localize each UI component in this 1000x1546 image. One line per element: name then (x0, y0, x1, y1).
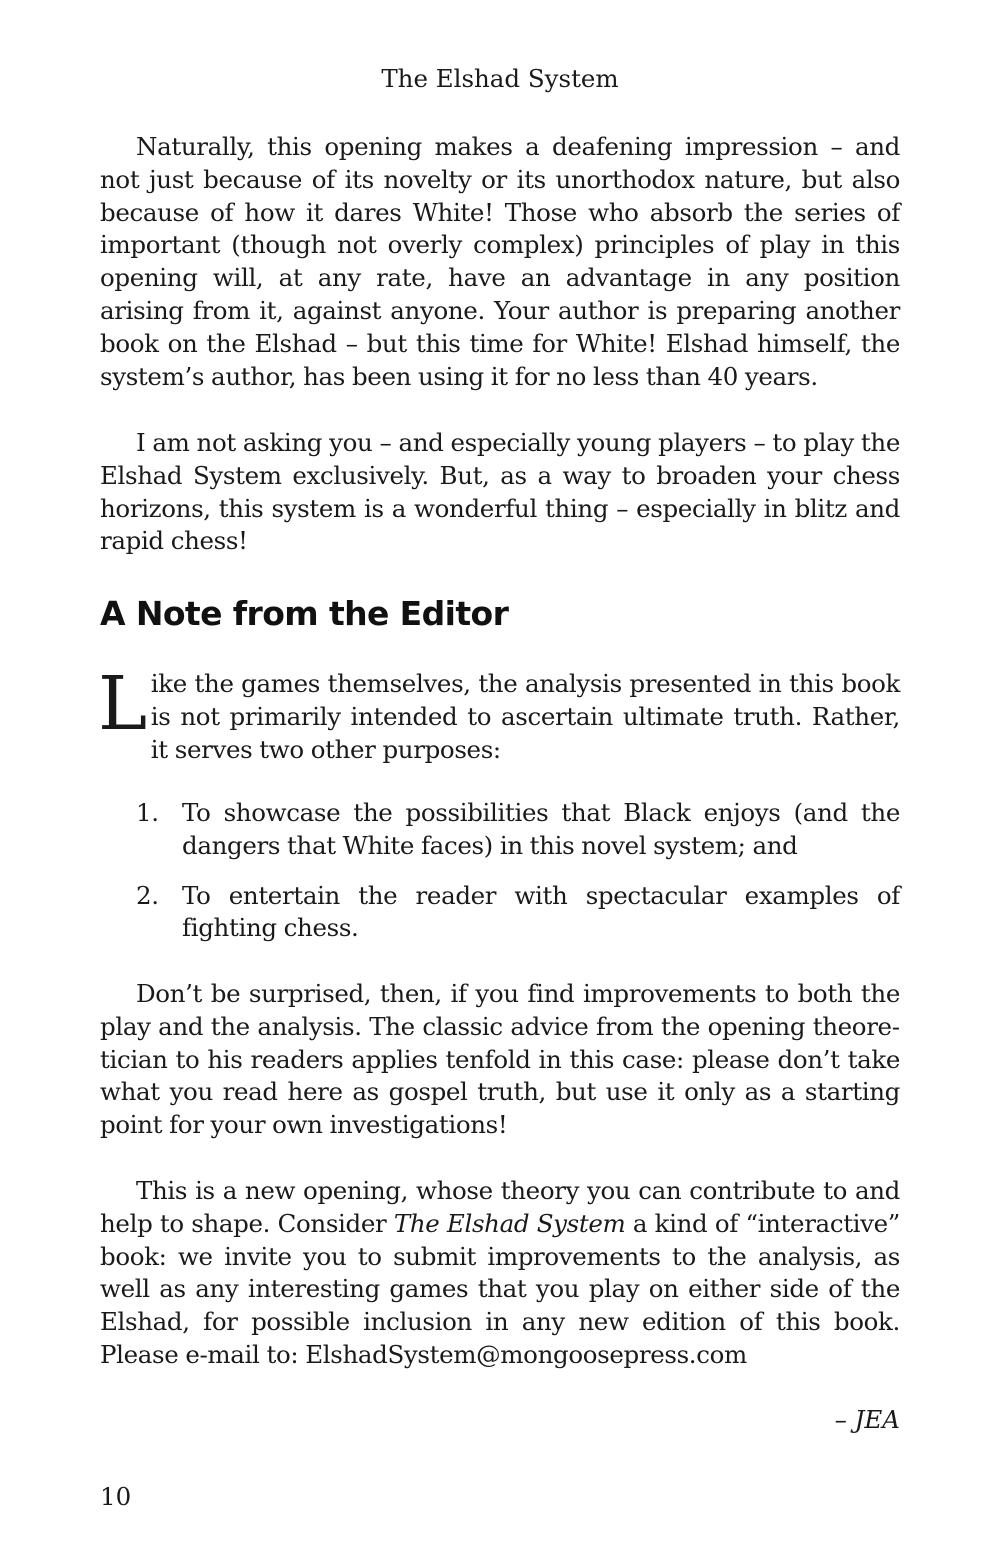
email-address[interactable]: ElshadSystem@mongoosepress.com (305, 1339, 747, 1369)
list-item-number: 1. (136, 798, 159, 827)
list-item (100, 880, 900, 946)
p5-text-middle: a kind of “interactive” book: we invite you to submit improvements to the analysis, as well as any interesting games that you play on either side of the Elshad, for possible inclusion in any new edition of this book. Please e-mail to: (100, 1208, 900, 1369)
book-title: The Elshad System (393, 1208, 626, 1238)
list-item (100, 797, 900, 863)
p5-text-start: This is a new opening, whose theory you can contribute to and help to shape. Consider (100, 1176, 900, 1238)
paragraph-not-asking: I am not asking you – and especially young players – to play the Elshad System exclusively. But, as a way to broaden your chess horizons, this system is a wonderful thing – especially in blitz and rapid chess! (100, 428, 900, 556)
paragraph-naturally: Naturally, this opening makes a deafening impression – and not just because of its novelty or its unorthodox nature, but also because of how it dares White! Those who absorb the series of important (though not overly complex) principles of play in this opening will, at any rate, have an advantage in any position arising from it, against anyone. Your author is preparing another book on the Elshad – but this time for White! Elshad himself, the system’s author, has been using it for no less than 40 years. (100, 132, 900, 391)
purposes-list (100, 797, 900, 962)
paragraph-new-opening (100, 1175, 900, 1372)
drop-cap: L (98, 661, 147, 747)
page-number: 10 (100, 1482, 132, 1511)
intro-text: ike the games themselves, the analysis presented in this book is not primarily intended to ascertain ultimate truth. Rather, it serves two other purposes: (150, 669, 900, 764)
paragraph-editor-intro (98, 661, 900, 766)
list-item-text: To showcase the possibilities that Black enjoys (and the dangers that White faces) in this novel system; and (182, 798, 900, 860)
section-heading: A Note from the Editor (100, 594, 509, 633)
running-head: The Elshad System (381, 64, 619, 93)
list-item-number: 2. (136, 880, 159, 910)
signature: – JEA (834, 1405, 900, 1434)
book-page (100, 0, 900, 1546)
list-item-text: To entertain the reader with spectacular examples of fighting chess. (182, 880, 900, 943)
paragraph-dont-be-surprised: Don’t be surprised, then, if you find improvements to both the play and the analysis. The classic advice from the opening theoretician to his readers applies tenfold in this case: please don’t take what you read here as gospel truth, but use it only as a starting point for your own investigations! (100, 979, 900, 1140)
